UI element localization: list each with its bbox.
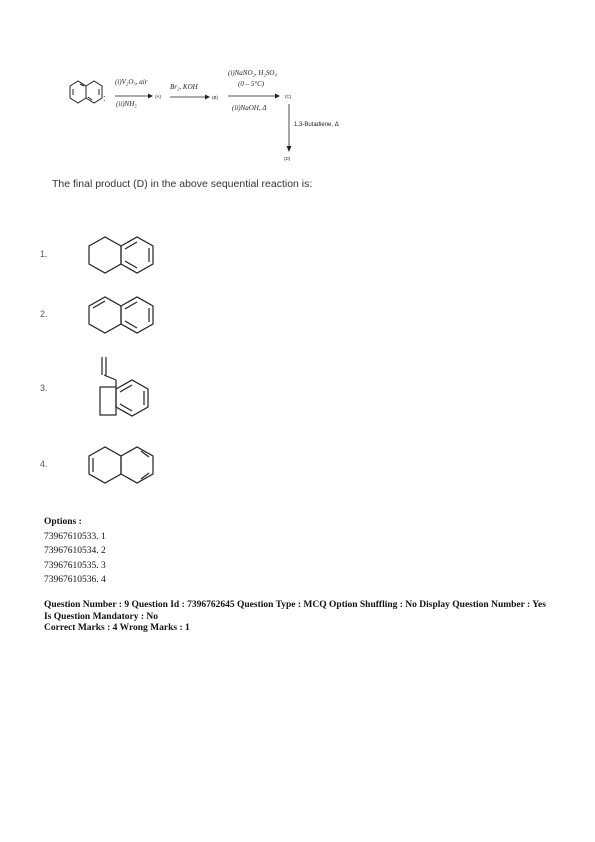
step1-top-reagent: (i)V₂O₅, air: [115, 78, 148, 86]
options-list: [44, 515, 106, 588]
label-b: (B): [212, 95, 218, 100]
reaction-scheme: [0, 0, 595, 175]
dot-separator: :: [103, 93, 106, 103]
step2-reagent: Br₂, KOH: [170, 83, 198, 91]
arrow-2-head: [205, 95, 210, 100]
step3-bottom-reagent: (ii)NaOH, Δ: [232, 104, 267, 112]
options-header: Options :: [44, 517, 82, 527]
step4-reagent: 1,3-Butadiene, Δ: [294, 122, 339, 128]
choice-2-number: 2.: [40, 309, 48, 319]
arrow-3-head: [275, 94, 280, 99]
choice-1-structure: [80, 225, 170, 285]
naphthalene-structure: [70, 81, 102, 103]
option-item-3: 73967610535. 3: [44, 560, 106, 571]
step3-top-reagent-1: (i)NaNO₂, H₂SO₄: [228, 69, 277, 77]
option-item-1: 73967610533. 1: [44, 531, 106, 542]
meta-line-2: Is Question Mandatory : No: [44, 611, 159, 622]
option-item-4: 73967610536. 4: [44, 575, 106, 585]
step3-top-reagent-2: (0 – 5°C): [238, 80, 265, 88]
step1-bottom-reagent: (ii)NH₃: [116, 100, 137, 108]
label-d: (D): [284, 156, 291, 161]
question-text: The final product (D) in the above sequential reaction is:: [52, 178, 313, 190]
choice-4-number: 4.: [40, 459, 48, 469]
choice-3-number: 3.: [40, 383, 48, 393]
choice-1-number: 1.: [40, 249, 48, 259]
choice-3-structure: [80, 345, 170, 435]
arrow-4-head: [287, 146, 292, 152]
question-meta: [44, 600, 564, 635]
choice-2-structure: [80, 285, 170, 345]
meta-line-1: Question Number : 9 Question Id : 7396762645 Question Type : MCQ Option Shuffling : No Display Question Number : Yes: [44, 600, 546, 610]
meta-line-3: Correct Marks : 4 Wrong Marks : 1: [44, 623, 190, 633]
option-item-2: 73967610534. 2: [44, 546, 106, 556]
arrow-1-head: [148, 94, 153, 99]
choice-4-structure: [80, 435, 170, 495]
label-c: (C): [285, 94, 292, 99]
label-a: (A): [155, 94, 161, 99]
